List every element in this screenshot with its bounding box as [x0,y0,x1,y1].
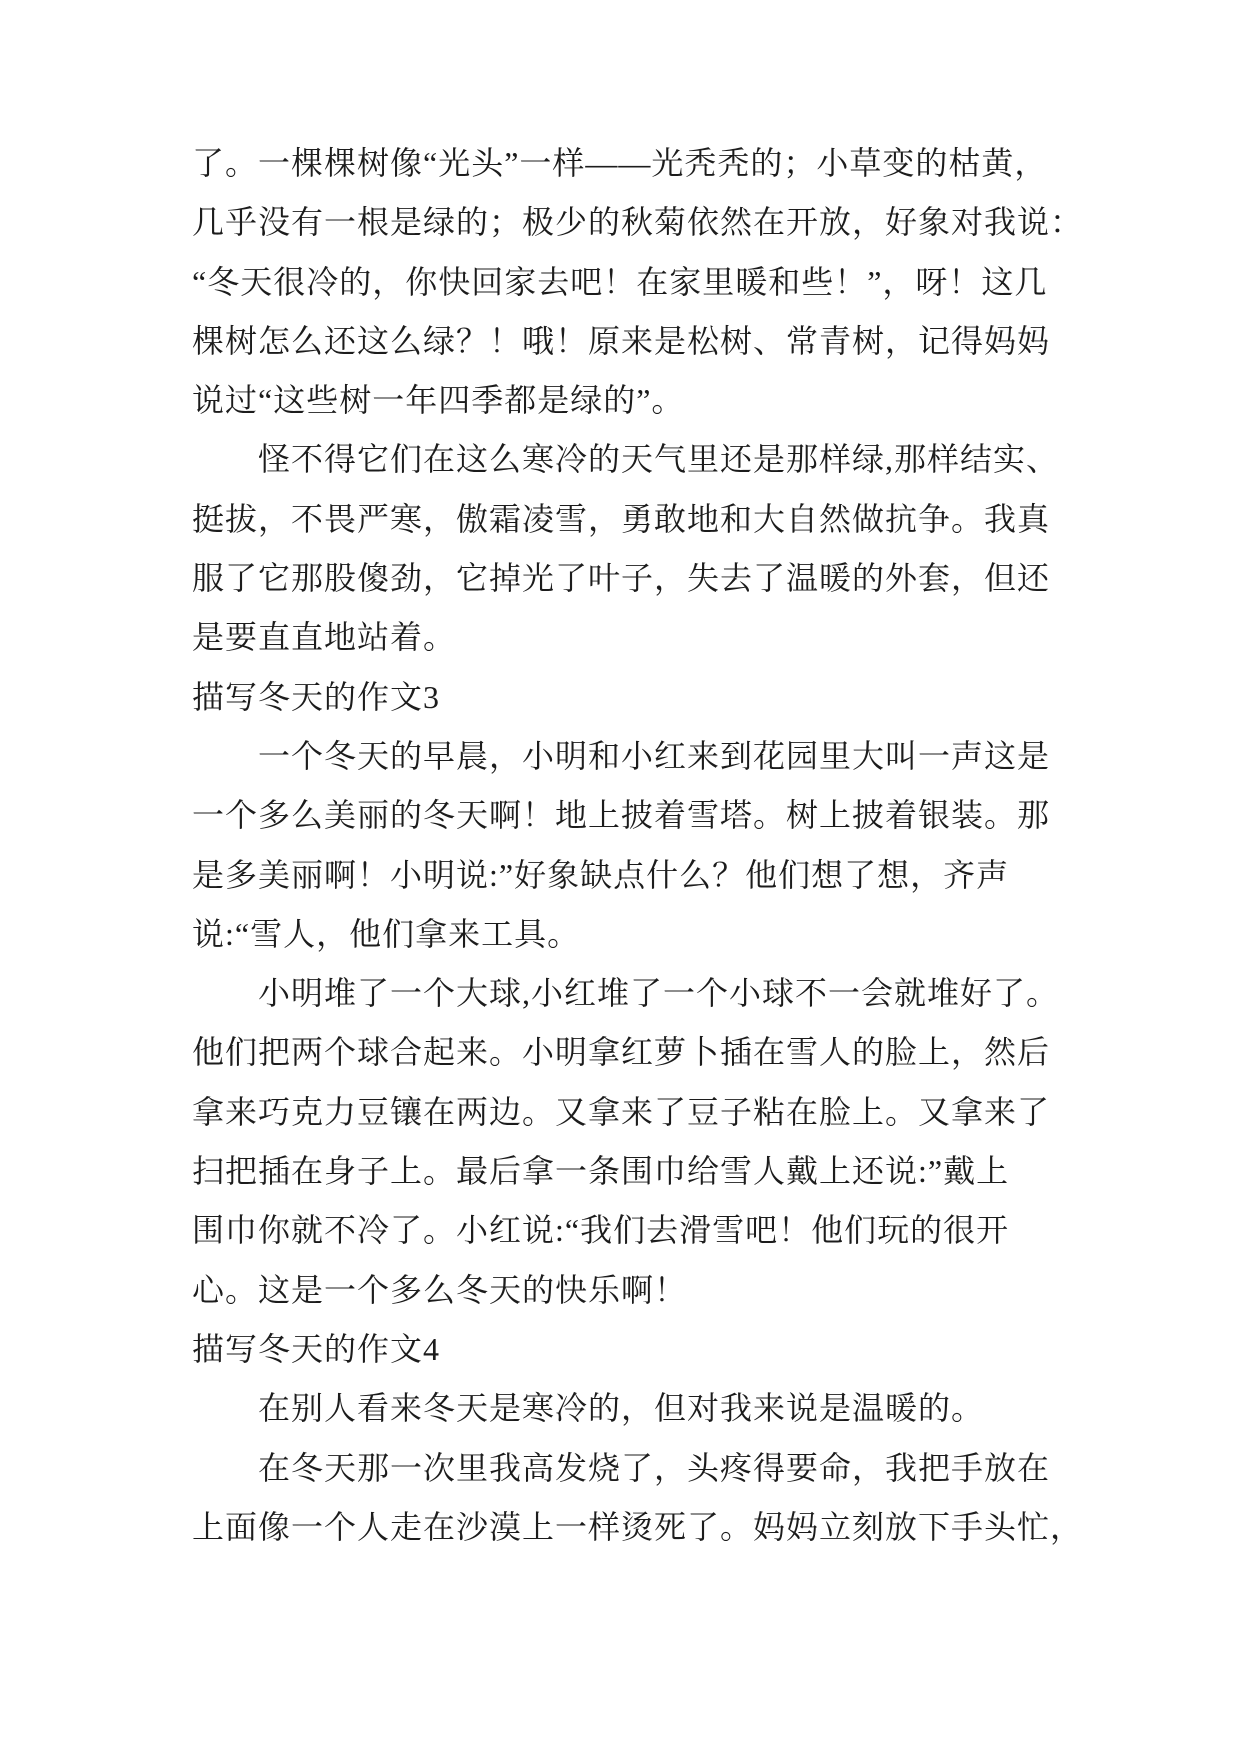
text-line: 在别人看来冬天是寒冷的，但对我来说是温暖的。 [258,1390,985,1427]
paragraph [192,430,1102,667]
text-line: 几乎没有一根是绿的；极少的秋菊依然在开放，好象对我说： [192,204,1084,241]
text-line: 一个多么美丽的冬天啊！地上披着雪塔。树上披着银装。那 [192,797,1051,834]
text-line: 挺拔，不畏严寒，傲霜凌雪，勇敢地和大自然做抗争。我真 [192,500,1051,537]
text-line: 棵树怎么还这么绿？！哦！原来是松树、常青树，记得妈妈 [192,322,1051,359]
text-line: 扫把插在身子上。最后拿一条围巾给雪人戴上还说:”戴上 [192,1153,1010,1190]
text-line: 上面像一个人走在沙漠上一样烫死了。妈妈立刻放下手头忙， [192,1508,1084,1545]
essay-section [192,1320,1102,1557]
text-line: 服了它那股傻劲，它掉光了叶子，失去了温暖的外套，但还 [192,560,1051,597]
document-body [192,134,1102,1557]
text-line: 说过“这些树一年四季都是绿的”。 [192,382,685,419]
text-line: 拿来巧克力豆镶在两边。又拿来了豆子粘在脸上。又拿来了 [192,1093,1051,1130]
paragraph [192,964,1102,1320]
text-line: 在冬天那一次里我高发烧了，头疼得要命，我把手放在 [258,1449,1051,1486]
text-line: 一个冬天的早晨，小明和小红来到花园里大叫一声这是 [258,737,1051,774]
text-line: 围巾你就不冷了。小红说:“我们去滑雪吧！他们玩的很开 [192,1212,1010,1249]
text-line: 了。一棵棵树像“光头”一样——光秃秃的；小草变的枯黄， [192,145,1048,181]
essay-heading: 描写冬天的作文4 [192,1330,441,1367]
paragraph [192,1439,1102,1558]
paragraph [192,134,1102,430]
text-line: 心。这是一个多么冬天的快乐啊！ [192,1271,688,1308]
text-line: 是要直直地站着。 [192,619,457,656]
text-line: 怪不得它们在这么寒冷的天气里还是那样绿,那样结实、 [258,441,1060,478]
text-line: 是多美丽啊！小明说:”好象缺点什么？他们想了想，齐声 [192,856,1010,893]
text-line: 小明堆了一个大球,小红堆了一个小球不一会就堆好了。 [258,975,1060,1012]
text-line: 说:“雪人，他们拿来工具。 [192,915,581,952]
essay-section [192,668,1102,1320]
paragraph [192,727,1102,964]
essay-heading: 描写冬天的作文3 [192,678,441,715]
essay-section [192,134,1102,668]
text-line: 他们把两个球合起来。小明拿红萝卜插在雪人的脸上，然后 [192,1034,1051,1071]
text-line: “冬天很冷的，你快回家去吧！在家里暖和些！”，呀！这几 [192,263,1048,300]
paragraph [192,1379,1102,1438]
